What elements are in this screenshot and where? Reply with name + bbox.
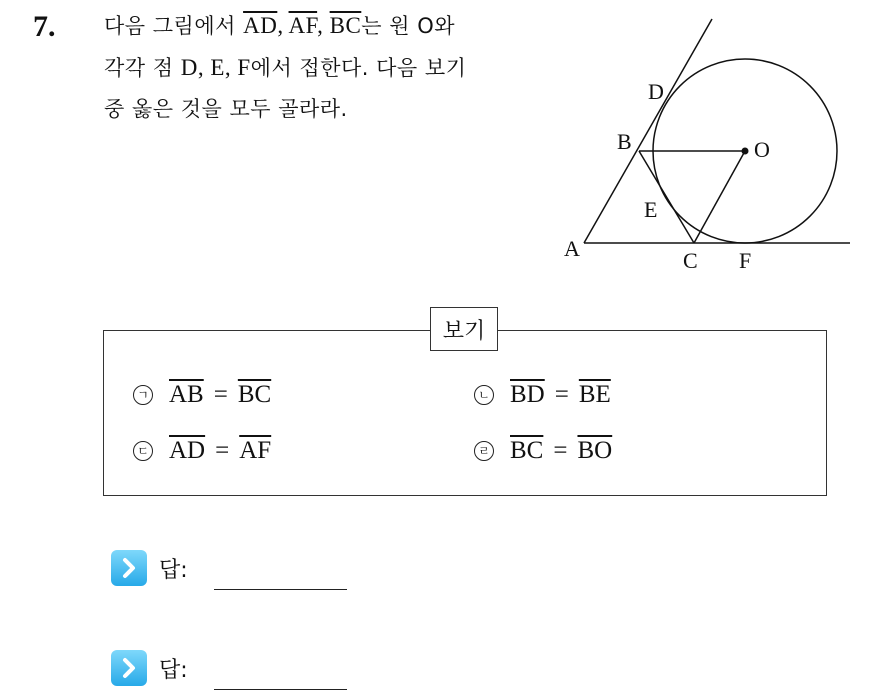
choice-marker: ㄴ bbox=[474, 385, 494, 405]
center-point-o bbox=[742, 148, 749, 155]
segment-rhs: $\overline{BC}$ bbox=[237, 381, 272, 408]
segment-rhs: $\overline{BE}$ bbox=[578, 381, 611, 408]
choice-marker: ㄷ bbox=[133, 441, 153, 461]
bogi-item-rieul bbox=[474, 437, 612, 465]
bogi-item-digeut bbox=[133, 437, 271, 465]
bogi-item-nieun bbox=[474, 381, 611, 409]
line-oc bbox=[694, 151, 745, 243]
label-b: B bbox=[617, 129, 632, 154]
question-number: 7. bbox=[33, 10, 56, 43]
label-d: D bbox=[648, 79, 664, 104]
segment-lhs: $\overline{BC}$ bbox=[510, 437, 544, 464]
bogi-title: 보기 bbox=[430, 307, 498, 351]
equation bbox=[169, 437, 271, 465]
segment-lhs: $\overline{BD}$ bbox=[510, 381, 545, 408]
segment-ad: $\overline{AD}$ bbox=[243, 13, 278, 38]
equals-sign: = bbox=[554, 381, 569, 408]
label-o: O bbox=[754, 137, 770, 162]
question-text-1b: 는 원 O와 bbox=[361, 14, 456, 38]
equals-sign: = bbox=[553, 437, 568, 464]
bogi-item-giyeok bbox=[133, 381, 271, 409]
chevron-right-icon bbox=[111, 550, 147, 586]
segment-rhs: $\overline{BO}$ bbox=[577, 437, 613, 464]
question-line-3: 중 옳은 것을 모두 골라라. bbox=[104, 97, 348, 121]
equals-sign: = bbox=[213, 381, 228, 408]
label-e: E bbox=[644, 197, 658, 222]
answer-row-2 bbox=[111, 650, 188, 686]
comma: , bbox=[317, 13, 330, 38]
label-a: A bbox=[564, 236, 580, 261]
answer-row-1 bbox=[111, 550, 188, 586]
question-text-2b: 에서 접한다. 다음 보기 bbox=[250, 56, 467, 80]
segment-af: $\overline{AF}$ bbox=[288, 13, 318, 38]
equation bbox=[510, 437, 612, 465]
answer-input-line-2[interactable] bbox=[214, 689, 347, 690]
bogi-box bbox=[103, 330, 827, 496]
choice-marker: ㄹ bbox=[474, 441, 494, 461]
segment-lhs: $\overline{AB}$ bbox=[169, 381, 204, 408]
segment-lhs: $\overline{AD}$ bbox=[169, 437, 206, 464]
label-f: F bbox=[739, 248, 752, 273]
question-line-2 bbox=[104, 52, 466, 82]
comma: , bbox=[277, 13, 289, 38]
tangent-points: D, E, F bbox=[180, 55, 251, 80]
chevron-right-icon bbox=[111, 650, 147, 686]
geometry-figure bbox=[560, 15, 860, 280]
segment-rhs: $\overline{AF}$ bbox=[239, 437, 272, 464]
question-text-2a: 각각 점 bbox=[104, 56, 181, 80]
equation bbox=[510, 381, 611, 409]
answer-label: 답: bbox=[159, 657, 188, 683]
segment-bc: $\overline{BC}$ bbox=[329, 13, 362, 38]
choice-marker: ㄱ bbox=[133, 385, 153, 405]
answer-input-line-1[interactable] bbox=[214, 589, 347, 590]
equation bbox=[169, 381, 271, 409]
equals-sign: = bbox=[215, 437, 230, 464]
question-line-1 bbox=[104, 10, 455, 40]
question-text-1a: 다음 그림에서 bbox=[104, 14, 244, 38]
label-c: C bbox=[683, 248, 698, 273]
answer-label: 답: bbox=[159, 557, 188, 583]
